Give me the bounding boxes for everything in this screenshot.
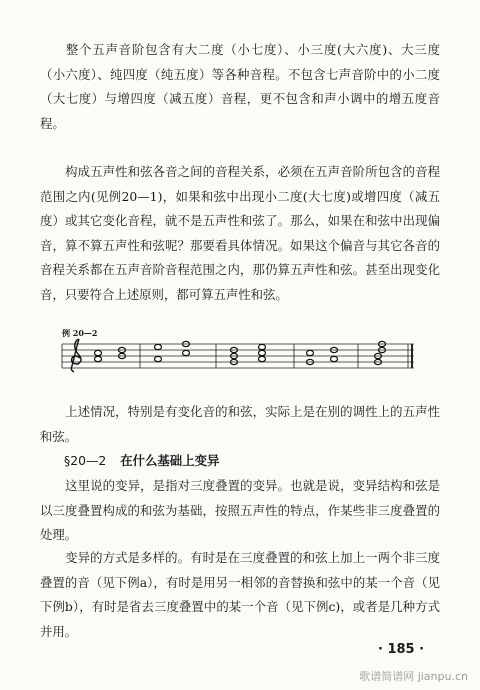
staff-notation [58,336,418,376]
paragraph-chord-relations: 构成五声性和弦各音之间的音程关系，必须在五声音阶所包含的音程范围之内(见例20—1)，如果和弦中出现小二度(大七度)或增四度（减五度）或其它变化音程，就不是五声性和弦了。那么，如果在和弦中出现偏音，算不算五声性和弦呢？那要看具体情况。如果这个偏音与其它各音的音程关系都在五声音阶音程范围之内，那仍算五声性和弦。甚至出现变化音，只要符合上述原则，都可算五声性和弦。 [40,164,440,302]
section-number: §20—2 [64,453,107,468]
paragraph-variation-definition: 这里说的变异，是指对三度叠置的变异。也就是说，变异结构和弦是以三度叠置构成的和弦为基础，按照五声性的特点，作某些非三度叠置的处理。 [40,478,440,542]
site-watermark: 歌谱简谱网 jianpu.cn [359,670,468,683]
music-example-staff [58,336,418,376]
page-number: · 185 · [378,642,425,657]
paragraph-other-keys: 上述情况，特别是有变化音的和弦，实际上是在别的调性上的五声性和弦。 [40,404,440,444]
section-heading [64,451,440,471]
paragraph-intervals: 整个五声音阶包含有大二度（小七度）、小三度(大六度)、大三度（小六度）、纯四度（纯五度）等各种音程。不包含七声音阶中的小二度（大七度）与增四度（减五度）音程，更不包含和声小调中的增五度音程。 [40,42,440,131]
example-label: 例 20—2 [62,328,98,338]
chord-notes [95,341,386,364]
paragraph-variation-methods: 变异的方式是多样的。有时是在三度叠置的和弦上加上一两个非三度叠置的音（见下例a），有时是用另一相邻的音替换和弦中的某一个音（见下例b），有时是省去三度叠置中的某一个音（见下例c)，或者是几种方式并用。 [40,550,440,639]
section-title: 在什么基础上变异 [120,453,220,468]
